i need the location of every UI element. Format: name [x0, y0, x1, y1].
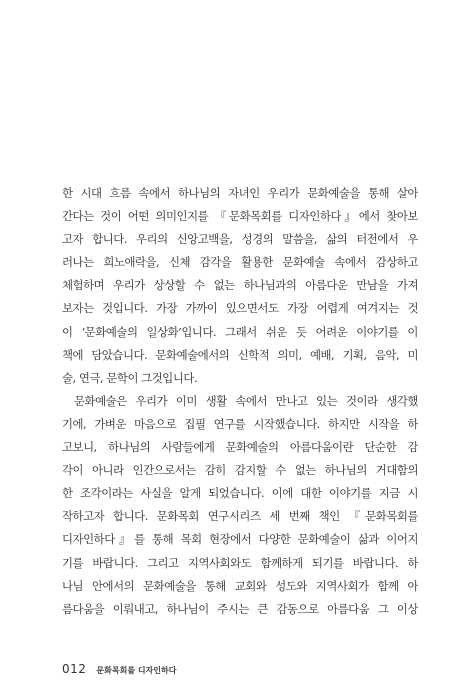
text-line: 고자 합니다. 우리의 신앙고백을, 성경의 말씀을, 삶의 터전에서 우	[62, 232, 418, 247]
text-line: 름다움을 이뤄내고, 하나님이 주시는 큰 감동으로 아름다움 그 이상	[62, 601, 418, 616]
text-line: 보자는 것입니다. 가장 가까이 있으면서도 가장 어렵게 여겨지는 것	[62, 301, 418, 316]
text-line: 한 시대 흐름 속에서 하나님의 자녀인 우리가 문화예술을 통해 살아	[62, 186, 418, 200]
running-title: 문화목회를 디자인하다	[96, 666, 177, 675]
paragraph-1	[62, 182, 418, 390]
page-footer	[62, 662, 176, 676]
text-line: 문화예술은 우리가 이미 생활 속에서 만나고 있는 것이라 생각했	[74, 393, 418, 408]
body-text	[62, 182, 418, 621]
text-line: 책에 담았습니다. 문화예술에서의 신학적 의미, 예배, 기획, 음악, 미	[62, 347, 418, 362]
text-line: 고보니, 하나님의 사람들에게 문화예술의 아름다움이란 단순한 감	[62, 440, 418, 455]
text-line: 간다는 것이 어떤 의미인지를 『문화목회를 디자인하다』에서 찾아보	[62, 209, 418, 224]
text-line: 기를 바랍니다. 그리고 지역사회와도 함께하게 되기를 바랍니다. 하	[62, 555, 418, 570]
text-line: 이 ‘문화예술의 일상화’입니다. 그래서 쉬운 듯 어려운 이야기를 이	[62, 324, 418, 339]
text-line: 체험하며 우리가 상상할 수 없는 하나님과의 아름다운 만남을 가져	[62, 278, 418, 293]
text-line: 기에, 가벼운 마음으로 집필 연구를 시작했습니다. 하지만 시작을 하	[62, 416, 418, 431]
text-line: 술, 연극, 문학이 그것입니다.	[62, 370, 198, 385]
page-number: 012	[62, 662, 87, 676]
text-line: 한 조각이라는 사실을 알게 되었습니다. 이에 대한 이야기를 지금 시	[62, 486, 418, 501]
text-line: 러나는 희노애락을, 신체 감각을 활용한 문화예술 속에서 감상하고	[62, 255, 418, 270]
text-line: 디자인하다』를 통해 목회 현장에서 다양한 문화예술이 삶과 이어지	[62, 532, 418, 547]
text-line: 작하고자 합니다. 문화목회 연구시리즈 세 번째 책인 『문화목회를	[62, 509, 418, 524]
paragraph-2	[62, 390, 418, 621]
text-line: 나님 안에서의 문화예술을 통해 교회와 성도와 지역사회가 함께 아	[62, 578, 418, 593]
text-line: 각이 아니라 인간으로서는 감히 감지할 수 없는 하나님의 거대함의	[62, 463, 418, 478]
